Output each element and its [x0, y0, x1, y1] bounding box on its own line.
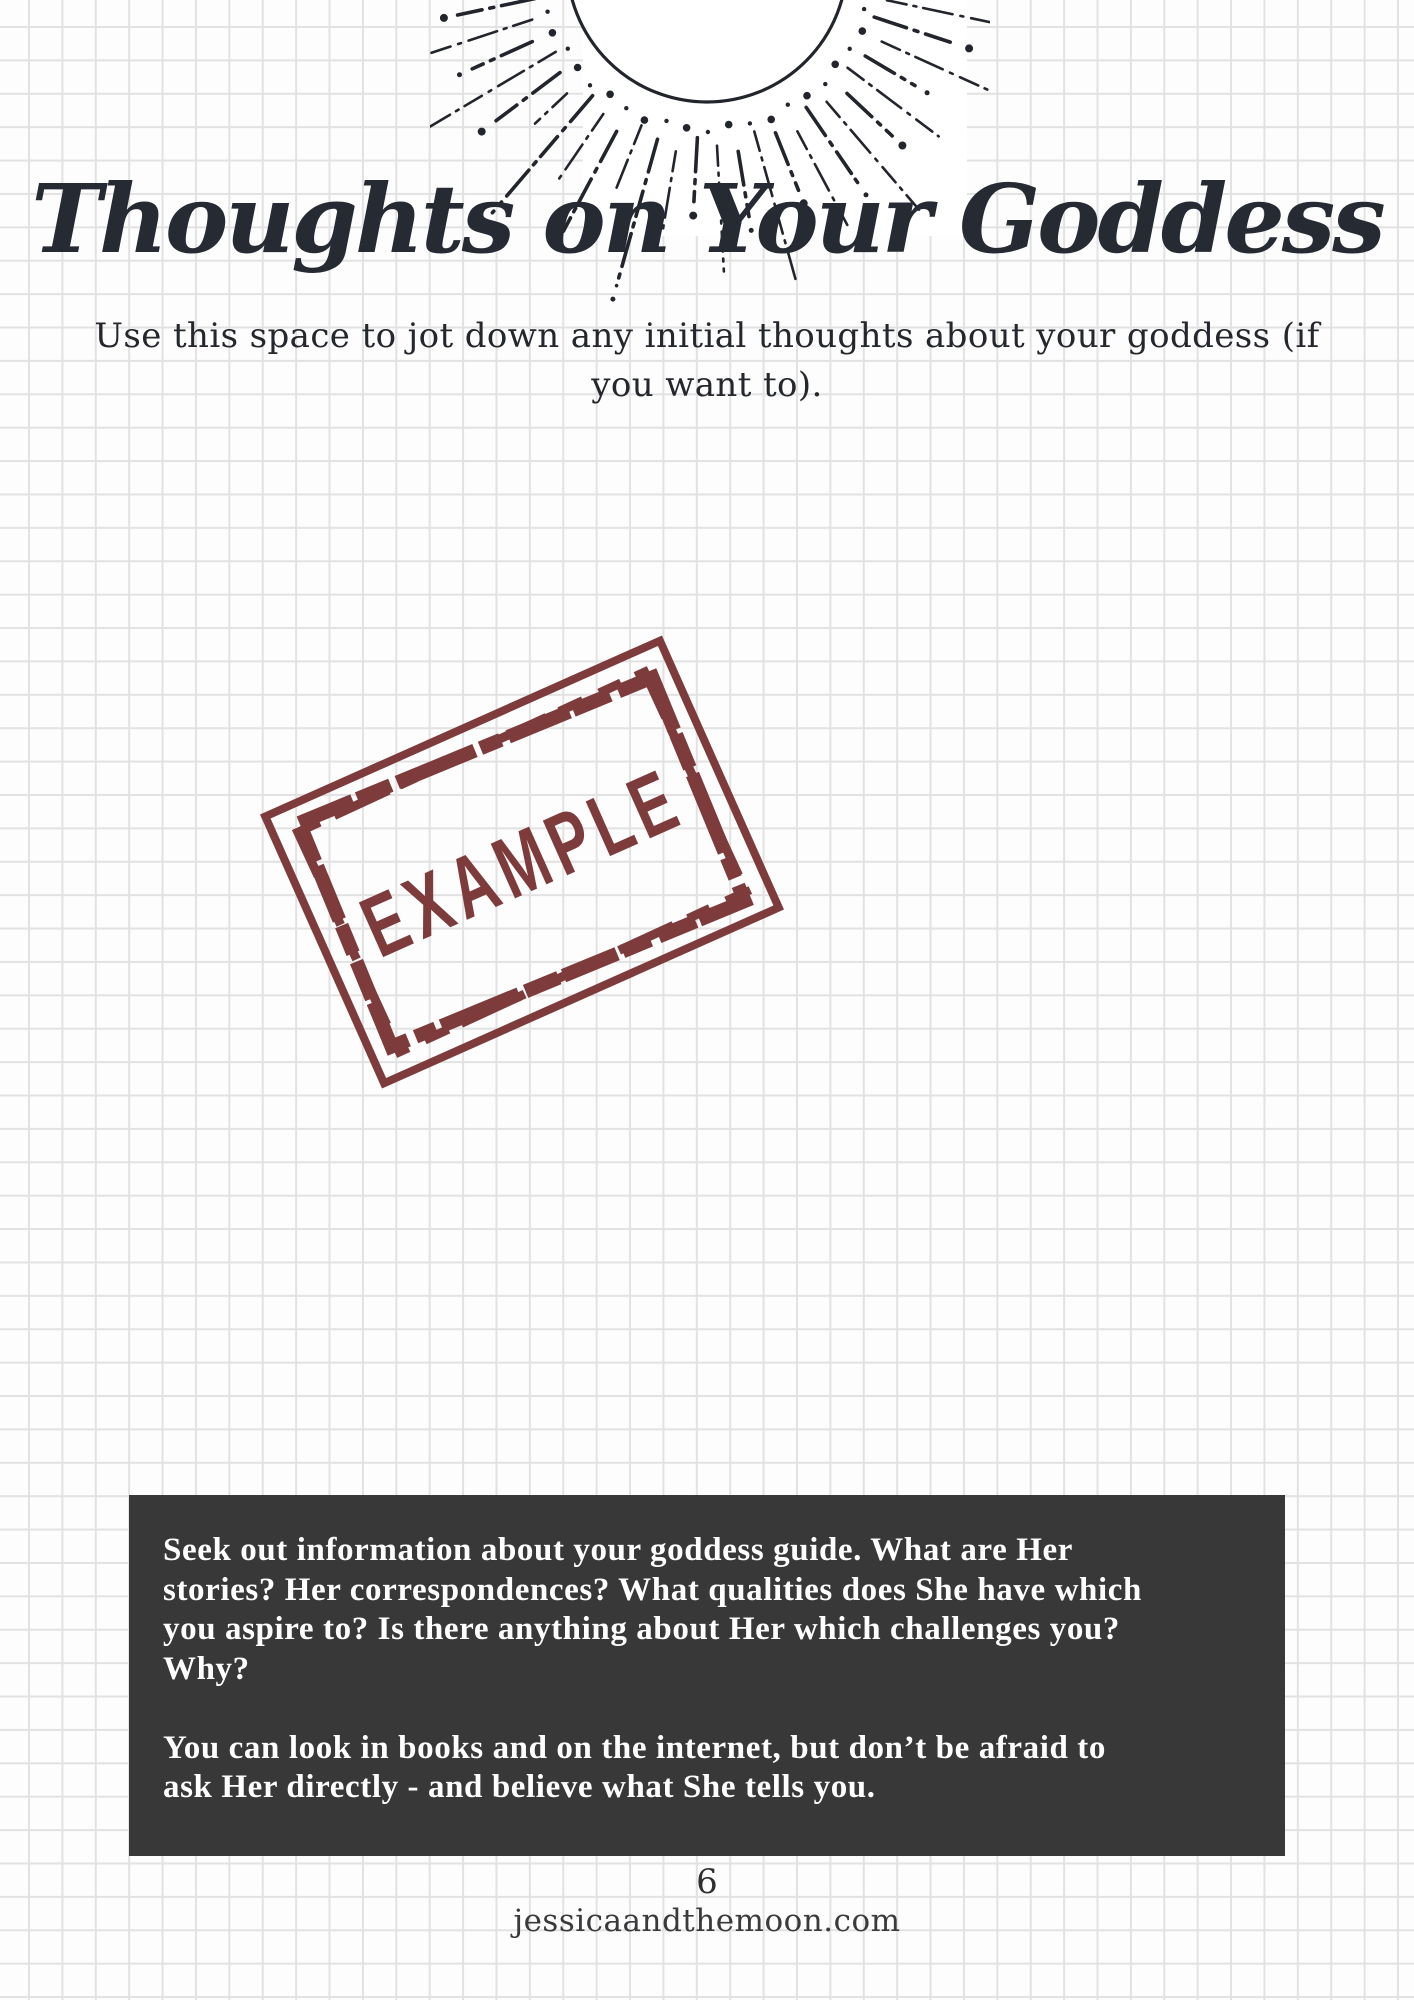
note-line: [163, 1689, 1251, 1729]
page-subtitle: [0, 312, 1414, 410]
page-number: 6: [696, 1862, 718, 1902]
note-line: Why?: [163, 1650, 250, 1687]
note-line: Seek out information about your goddess guide. What are Her: [163, 1532, 1073, 1568]
note-line: stories? Her correspondences? What qualities does She have which: [163, 1571, 1142, 1608]
subtitle-line-2: you want to).: [591, 365, 823, 405]
note-line: ask Her directly - and believe what She tells you.: [163, 1769, 876, 1805]
subtitle-line-1: Use this space to jot down any initial thoughts about your goddess (if: [94, 316, 1320, 356]
instruction-box: [129, 1495, 1285, 1856]
footer-website: jessicaandthemoon.com: [513, 1903, 901, 1939]
example-stamp: [260, 635, 784, 1088]
stamp-text: EXAMPLE: [347, 748, 697, 976]
note-line: you aspire to? Is there anything about Her which challenges you?: [163, 1611, 1120, 1647]
page-title: Thoughts on Your Goddess: [31, 164, 1383, 275]
note-line: You can look in books and on the internet, but don’t be afraid to: [163, 1729, 1106, 1766]
